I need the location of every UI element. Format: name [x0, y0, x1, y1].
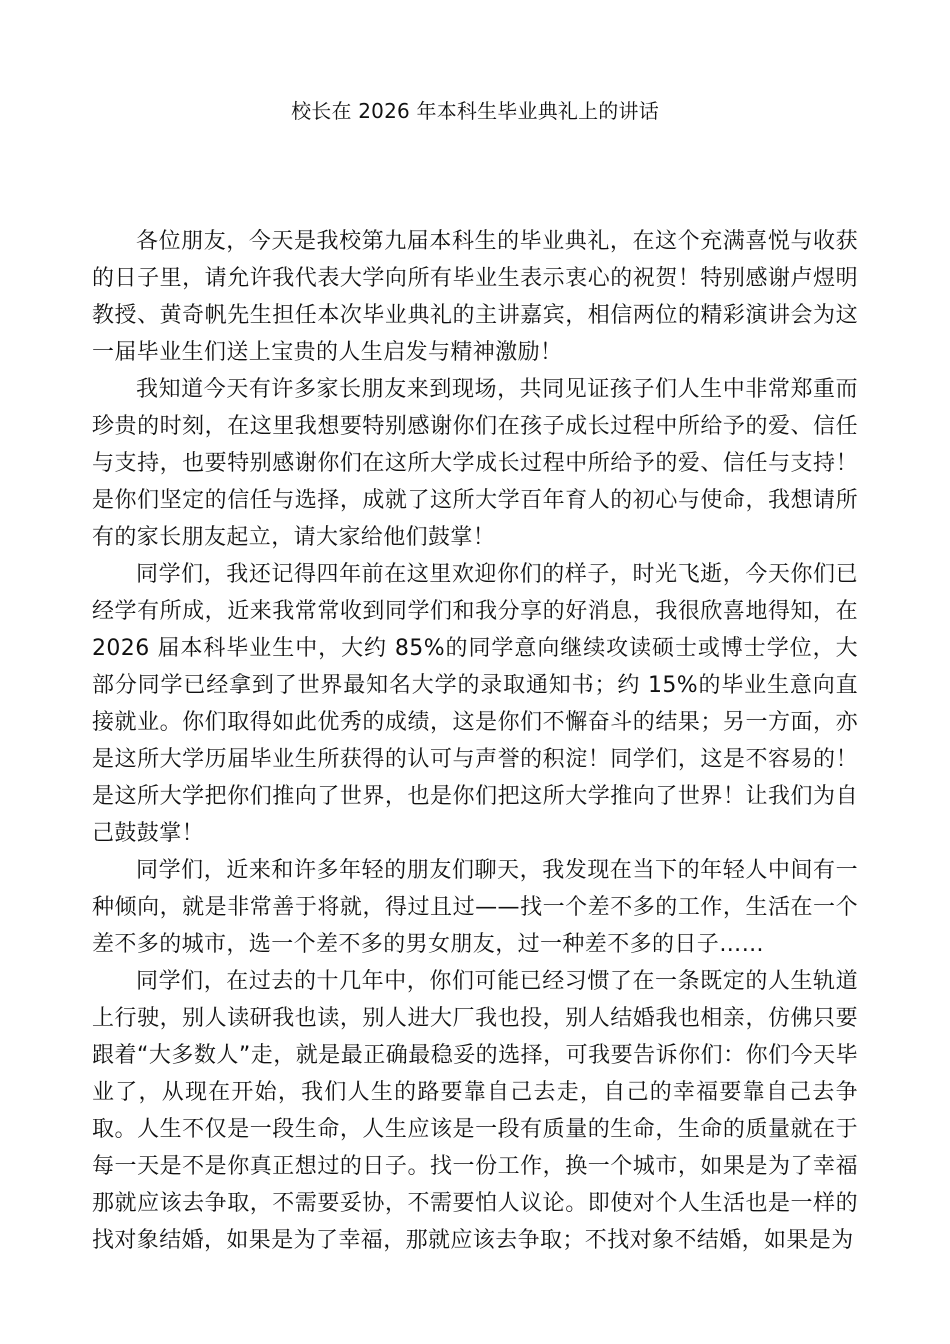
- paragraph-1: 各位朋友，今天是我校第九届本科生的毕业典礼，在这个充满喜悦与收获的日子里，请允许我代表大学向所有毕业生表示衷心的祝贺！特别感谢卢煜明教授、黄奇帆先生担任本次毕业典礼的主讲嘉宾，相信两位的精彩演讲会为这一届毕业生们送上宝贵的人生启发与精神激励！: [92, 229, 858, 365]
- document-title: 校长在 2026 年本科生毕业典礼上的讲话: [291, 99, 659, 123]
- paragraph-2: 我知道今天有许多家长朋友来到现场，共同见证孩子们人生中非常郑重而珍贵的时刻，在这里我想要特别感谢你们在孩子成长过程中所给予的爱、信任与支持，也要特别感谢你们在这所大学成长过程中所给予的爱、信任与支持！是你们坚定的信任与选择，成就了这所大学百年育人的初心与使命，我想请所有的家长朋友起立，请大家给他们鼓掌！: [92, 377, 858, 550]
- speech-body: [92, 223, 858, 1259]
- paragraph-4: 同学们，近来和许多年轻的朋友们聊天，我发现在当下的年轻人中间有一种倾向，就是非常善于将就，得过且过——找一个差不多的工作，生活在一个差不多的城市，选一个差不多的男女朋友，过一种差不多的日子……: [92, 858, 858, 957]
- paragraph-5: 同学们，在过去的十几年中，你们可能已经习惯了在一条既定的人生轨道上行驶，别人读研我也读，别人进大厂我也投，别人结婚我也相亲，仿佛只要跟着“大多数人”走，就是最正确最稳妥的选择，可我要告诉你们：你们今天毕业了，从现在开始，我们人生的路要靠自己去走，自己的幸福要靠自己去争取。人生不仅是一段生命，人生应该是一段有质量的生命，生命的质量就在于每一天是不是你真正想过的日子。找一份工作，换一个城市，如果是为了幸福那就应该去争取，不需要妥协，不需要怕人议论。即使对个人生活也是一样的找对象结婚，如果是为了幸福，那就应该去争取；不找对象不结婚，如果是为: [92, 969, 858, 1253]
- paragraph-3: 同学们，我还记得四年前在这里欢迎你们的样子，时光飞逝，今天你们已经学有所成，近来我常常收到同学们和我分享的好消息，我很欣喜地得知，在 2026 届本科毕业生中，大约 85%的同学意向继续攻读硕士或博士学位，大部分同学已经拿到了世界最知名大学的录取通知书；约 15%的毕业生意向直接就业。你们取得如此优秀的成绩，这是你们不懈奋斗的结果；另一方面，亦是这所大学历届毕业生所获得的认可与声誉的积淀！同学们，这是不容易的！是这所大学把你们推向了世界，也是你们把这所大学推向了世界！让我们为自己鼓鼓掌！: [92, 562, 858, 846]
